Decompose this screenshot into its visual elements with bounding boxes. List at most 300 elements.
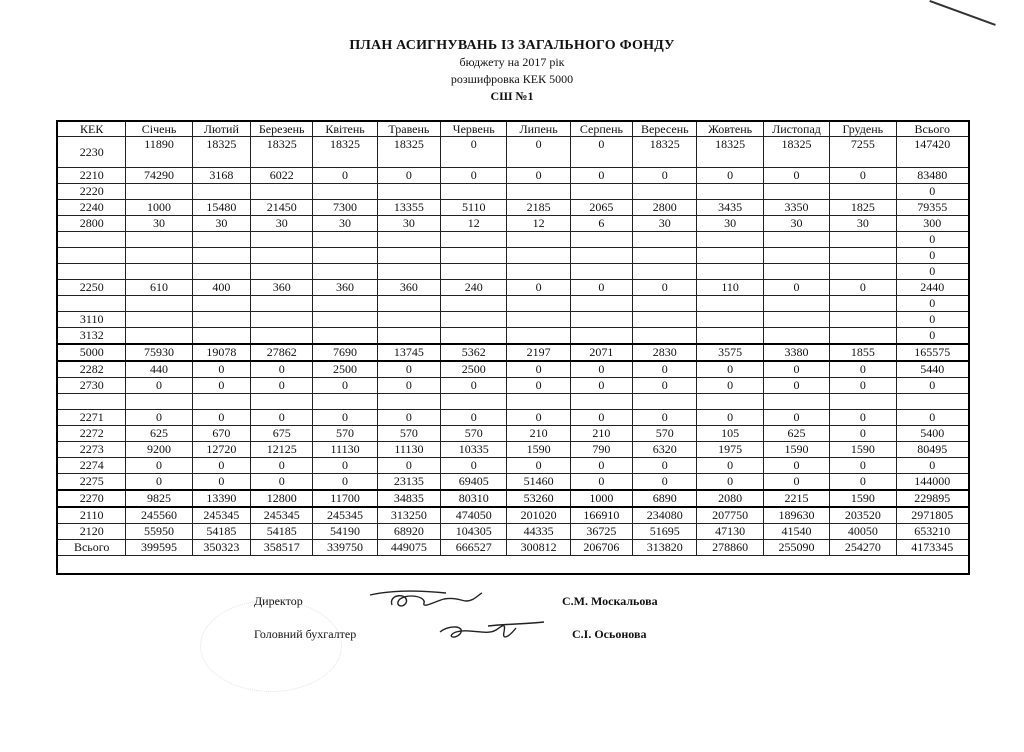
amount-cell: 18325 <box>633 137 697 168</box>
amount-cell: 3435 <box>697 200 763 216</box>
amount-cell: 474050 <box>441 507 507 524</box>
amount-cell: 0 <box>570 361 632 378</box>
amount-cell: 0 <box>192 474 250 491</box>
amount-cell: 11130 <box>377 442 440 458</box>
amount-cell <box>507 328 570 345</box>
amount-cell: 9825 <box>126 490 192 507</box>
kek-code-cell: 2250 <box>58 280 126 296</box>
amount-cell: 23135 <box>377 474 440 491</box>
table-row <box>58 410 969 426</box>
amount-cell <box>697 232 763 248</box>
scan-mark <box>929 0 995 26</box>
amount-cell: 0 <box>896 458 968 474</box>
amount-cell: 36725 <box>570 524 632 540</box>
amount-cell <box>441 232 507 248</box>
table-row <box>58 232 969 248</box>
amount-cell <box>697 184 763 200</box>
amount-cell: 790 <box>570 442 632 458</box>
amount-cell: 0 <box>377 168 440 184</box>
amount-cell <box>697 394 763 410</box>
amount-cell <box>763 264 829 280</box>
amount-cell <box>126 328 192 345</box>
amount-cell: 0 <box>633 168 697 184</box>
table-row <box>58 458 969 474</box>
amount-cell <box>313 394 377 410</box>
amount-cell <box>633 328 697 345</box>
amount-cell <box>251 184 313 200</box>
amount-cell: 0 <box>570 474 632 491</box>
kek-code-cell <box>58 264 126 280</box>
kek-code-cell: 2120 <box>58 524 126 540</box>
table-row <box>58 200 969 216</box>
amount-cell: 0 <box>763 458 829 474</box>
amount-cell: 339750 <box>313 540 377 556</box>
amount-cell: 54190 <box>313 524 377 540</box>
amount-cell: 6320 <box>633 442 697 458</box>
amount-cell <box>570 296 632 312</box>
director-signature <box>366 587 486 611</box>
amount-cell: 625 <box>763 426 829 442</box>
amount-cell: 0 <box>763 280 829 296</box>
amount-cell <box>570 312 632 328</box>
amount-cell: 440 <box>126 361 192 378</box>
amount-cell: 0 <box>126 410 192 426</box>
amount-cell <box>192 184 250 200</box>
accountant-label: Головний бухгалтер <box>254 627 357 641</box>
amount-cell: 0 <box>633 458 697 474</box>
amount-cell: 12800 <box>251 490 313 507</box>
document-subtitle-year: бюджету на 2017 рік <box>459 55 565 69</box>
kek-code-cell: 2110 <box>58 507 126 524</box>
amount-cell: 74290 <box>126 168 192 184</box>
amount-cell: 255090 <box>763 540 829 556</box>
table-row <box>58 378 969 394</box>
table-row <box>58 184 969 200</box>
amount-cell <box>570 248 632 264</box>
amount-cell: 300 <box>896 216 968 232</box>
amount-cell <box>313 328 377 345</box>
amount-cell <box>633 312 697 328</box>
column-header: Грудень <box>830 122 896 137</box>
amount-cell: 1590 <box>830 490 896 507</box>
amount-cell: 2500 <box>441 361 507 378</box>
table-row <box>58 168 969 184</box>
amount-cell: 18325 <box>251 137 313 168</box>
amount-cell: 3350 <box>763 200 829 216</box>
amount-cell <box>192 264 250 280</box>
amount-cell <box>251 248 313 264</box>
table-row <box>58 540 969 556</box>
amount-cell: 51460 <box>507 474 570 491</box>
amount-cell: 104305 <box>441 524 507 540</box>
amount-cell <box>507 248 570 264</box>
amount-cell: 210 <box>507 426 570 442</box>
amount-cell <box>441 264 507 280</box>
amount-cell: 18325 <box>313 137 377 168</box>
column-header: Жовтень <box>697 122 763 137</box>
amount-cell <box>313 264 377 280</box>
amount-cell <box>763 296 829 312</box>
amount-cell: 0 <box>251 378 313 394</box>
amount-cell: 0 <box>570 458 632 474</box>
amount-cell <box>126 264 192 280</box>
amount-cell: 0 <box>251 458 313 474</box>
amount-cell: 0 <box>441 168 507 184</box>
amount-cell: 245345 <box>251 507 313 524</box>
amount-cell: 360 <box>313 280 377 296</box>
amount-cell: 0 <box>126 378 192 394</box>
amount-cell: 18325 <box>763 137 829 168</box>
amount-cell: 0 <box>697 361 763 378</box>
amount-cell <box>126 296 192 312</box>
amount-cell: 0 <box>633 280 697 296</box>
amount-cell: 30 <box>126 216 192 232</box>
amount-cell: 0 <box>126 474 192 491</box>
column-header: Серпень <box>570 122 632 137</box>
amount-cell: 2971805 <box>896 507 968 524</box>
column-header: КЕК <box>58 122 126 137</box>
amount-cell <box>126 248 192 264</box>
amount-cell: 653210 <box>896 524 968 540</box>
amount-cell: 399595 <box>126 540 192 556</box>
amount-cell: 300812 <box>507 540 570 556</box>
amount-cell: 2065 <box>570 200 632 216</box>
amount-cell: 0 <box>192 361 250 378</box>
amount-cell: 12125 <box>251 442 313 458</box>
amount-cell <box>507 184 570 200</box>
amount-cell: 2500 <box>313 361 377 378</box>
director-name: С.М. Москальова <box>562 594 658 608</box>
amount-cell: 0 <box>633 361 697 378</box>
amount-cell: 0 <box>830 474 896 491</box>
amount-cell: 570 <box>313 426 377 442</box>
amount-cell: 0 <box>896 410 968 426</box>
amount-cell: 0 <box>251 410 313 426</box>
amount-cell <box>126 394 192 410</box>
amount-cell: 0 <box>126 458 192 474</box>
amount-cell <box>377 184 440 200</box>
amount-cell: 0 <box>507 361 570 378</box>
amount-cell: 0 <box>570 280 632 296</box>
amount-cell: 360 <box>377 280 440 296</box>
amount-cell: 0 <box>441 137 507 168</box>
amount-cell: 0 <box>830 280 896 296</box>
amount-cell: 0 <box>441 410 507 426</box>
amount-cell: 1975 <box>697 442 763 458</box>
amount-cell <box>570 328 632 345</box>
amount-cell <box>763 328 829 345</box>
amount-cell <box>830 328 896 345</box>
amount-cell: 0 <box>830 378 896 394</box>
amount-cell: 80310 <box>441 490 507 507</box>
table-row <box>58 328 969 345</box>
amount-cell: 13745 <box>377 344 440 361</box>
amount-cell: 0 <box>570 378 632 394</box>
amount-cell: 0 <box>377 410 440 426</box>
column-header: Травень <box>377 122 440 137</box>
amount-cell <box>377 264 440 280</box>
amount-cell <box>633 296 697 312</box>
amount-cell: 30 <box>313 216 377 232</box>
amount-cell: 2080 <box>697 490 763 507</box>
amount-cell <box>251 296 313 312</box>
amount-cell: 0 <box>251 474 313 491</box>
amount-cell <box>763 394 829 410</box>
amount-cell <box>830 264 896 280</box>
document-subtitle-kek: розшифровка КЕК 5000 <box>450 72 574 86</box>
amount-cell: 1000 <box>570 490 632 507</box>
table-row <box>58 264 969 280</box>
table-row <box>58 361 969 378</box>
amount-cell: 30 <box>830 216 896 232</box>
amount-cell: 54185 <box>251 524 313 540</box>
amount-cell: 570 <box>377 426 440 442</box>
kek-code-cell: 2210 <box>58 168 126 184</box>
amount-cell: 147420 <box>896 137 968 168</box>
amount-cell: 0 <box>377 458 440 474</box>
amount-cell: 5400 <box>896 426 968 442</box>
accountant-signature <box>436 618 546 644</box>
amount-cell: 0 <box>441 458 507 474</box>
amount-cell: 3380 <box>763 344 829 361</box>
amount-cell: 0 <box>896 296 968 312</box>
amount-cell <box>441 184 507 200</box>
table-row <box>58 216 969 232</box>
amount-cell: 206706 <box>570 540 632 556</box>
table-header-row <box>58 122 969 137</box>
amount-cell: 0 <box>570 410 632 426</box>
kek-code-cell: 2273 <box>58 442 126 458</box>
amount-cell: 0 <box>570 168 632 184</box>
amount-cell: 0 <box>507 168 570 184</box>
amount-cell <box>377 328 440 345</box>
kek-code-cell: Всього <box>58 540 126 556</box>
amount-cell: 0 <box>896 232 968 248</box>
amount-cell <box>697 296 763 312</box>
school-name: СШ №1 <box>490 89 534 103</box>
table-row <box>58 312 969 328</box>
amount-cell: 0 <box>763 474 829 491</box>
kek-code-cell: 2271 <box>58 410 126 426</box>
amount-cell: 610 <box>126 280 192 296</box>
amount-cell: 1855 <box>830 344 896 361</box>
amount-cell: 0 <box>697 410 763 426</box>
amount-cell: 1825 <box>830 200 896 216</box>
amount-cell <box>763 312 829 328</box>
amount-cell: 670 <box>192 426 250 442</box>
amount-cell: 229895 <box>896 490 968 507</box>
amount-cell: 0 <box>192 458 250 474</box>
kek-code-cell: 2272 <box>58 426 126 442</box>
amount-cell: 675 <box>251 426 313 442</box>
amount-cell: 0 <box>763 361 829 378</box>
amount-cell: 1590 <box>507 442 570 458</box>
faded-stamp <box>200 600 342 692</box>
amount-cell <box>126 232 192 248</box>
amount-cell: 0 <box>251 361 313 378</box>
amount-cell: 0 <box>313 458 377 474</box>
column-header: Червень <box>441 122 507 137</box>
column-header: Квітень <box>313 122 377 137</box>
table-row <box>58 524 969 540</box>
amount-cell: 0 <box>763 378 829 394</box>
amount-cell <box>507 232 570 248</box>
amount-cell: 53260 <box>507 490 570 507</box>
amount-cell <box>313 248 377 264</box>
document-header <box>0 38 1024 105</box>
kek-code-cell: 2230 <box>58 137 126 168</box>
amount-cell: 0 <box>313 378 377 394</box>
column-header: Всього <box>896 122 968 137</box>
amount-cell: 245345 <box>313 507 377 524</box>
amount-cell: 11700 <box>313 490 377 507</box>
amount-cell: 0 <box>377 378 440 394</box>
amount-cell: 105 <box>697 426 763 442</box>
amount-cell: 7255 <box>830 137 896 168</box>
kek-code-cell: 2800 <box>58 216 126 232</box>
amount-cell <box>697 248 763 264</box>
amount-cell <box>313 296 377 312</box>
table-row <box>58 507 969 524</box>
amount-cell: 6 <box>570 216 632 232</box>
amount-cell: 0 <box>507 378 570 394</box>
amount-cell: 3575 <box>697 344 763 361</box>
column-header: Лютий <box>192 122 250 137</box>
table-row <box>58 426 969 442</box>
amount-cell: 5440 <box>896 361 968 378</box>
amount-cell <box>441 312 507 328</box>
amount-cell <box>633 394 697 410</box>
column-header: Вересень <box>633 122 697 137</box>
amount-cell: 0 <box>830 458 896 474</box>
amount-cell: 0 <box>830 361 896 378</box>
amount-cell: 1000 <box>126 200 192 216</box>
amount-cell: 0 <box>192 378 250 394</box>
amount-cell <box>192 296 250 312</box>
amount-cell: 0 <box>633 410 697 426</box>
table-row <box>58 137 969 168</box>
amount-cell: 83480 <box>896 168 968 184</box>
amount-cell: 313250 <box>377 507 440 524</box>
amount-cell: 75930 <box>126 344 192 361</box>
table-row <box>58 394 969 410</box>
amount-cell <box>126 312 192 328</box>
amount-cell <box>192 248 250 264</box>
table-row <box>58 280 969 296</box>
table-row <box>58 296 969 312</box>
amount-cell: 12 <box>441 216 507 232</box>
column-header: Березень <box>251 122 313 137</box>
amount-cell: 203520 <box>830 507 896 524</box>
amount-cell: 30 <box>251 216 313 232</box>
amount-cell: 625 <box>126 426 192 442</box>
amount-cell <box>377 248 440 264</box>
amount-cell: 54185 <box>192 524 250 540</box>
amount-cell: 0 <box>697 168 763 184</box>
amount-cell: 0 <box>896 264 968 280</box>
amount-cell <box>763 248 829 264</box>
amount-cell <box>763 232 829 248</box>
table-row <box>58 474 969 491</box>
amount-cell <box>697 264 763 280</box>
amount-cell <box>633 248 697 264</box>
amount-cell: 68920 <box>377 524 440 540</box>
amount-cell <box>377 296 440 312</box>
amount-cell: 400 <box>192 280 250 296</box>
amount-cell: 201020 <box>507 507 570 524</box>
amount-cell: 2071 <box>570 344 632 361</box>
amount-cell: 2800 <box>633 200 697 216</box>
amount-cell <box>251 264 313 280</box>
amount-cell: 30 <box>192 216 250 232</box>
amount-cell: 44335 <box>507 524 570 540</box>
director-label: Директор <box>254 594 303 608</box>
table-row <box>58 248 969 264</box>
amount-cell: 0 <box>830 426 896 442</box>
amount-cell <box>251 232 313 248</box>
amount-cell: 7690 <box>313 344 377 361</box>
amount-cell: 55950 <box>126 524 192 540</box>
table-row <box>58 344 969 361</box>
amount-cell <box>830 248 896 264</box>
amount-cell <box>507 312 570 328</box>
amount-cell <box>830 184 896 200</box>
amount-cell: 0 <box>507 458 570 474</box>
amount-cell: 13355 <box>377 200 440 216</box>
amount-cell: 358517 <box>251 540 313 556</box>
kek-code-cell <box>58 394 126 410</box>
amount-cell <box>633 264 697 280</box>
amount-cell: 10335 <box>441 442 507 458</box>
amount-cell: 51695 <box>633 524 697 540</box>
amount-cell: 2197 <box>507 344 570 361</box>
amount-cell: 0 <box>313 474 377 491</box>
amount-cell <box>697 328 763 345</box>
amount-cell <box>507 296 570 312</box>
amount-cell: 0 <box>507 280 570 296</box>
amount-cell: 30 <box>633 216 697 232</box>
amount-cell: 11130 <box>313 442 377 458</box>
amount-cell: 80495 <box>896 442 968 458</box>
amount-cell: 0 <box>896 312 968 328</box>
kek-code-cell <box>58 232 126 248</box>
kek-code-cell <box>58 248 126 264</box>
kek-code-cell: 2282 <box>58 361 126 378</box>
amount-cell: 18325 <box>377 137 440 168</box>
amount-cell <box>830 232 896 248</box>
amount-cell <box>251 328 313 345</box>
amount-cell: 30 <box>697 216 763 232</box>
amount-cell: 5362 <box>441 344 507 361</box>
amount-cell: 0 <box>896 184 968 200</box>
amount-cell: 15480 <box>192 200 250 216</box>
amount-cell: 2440 <box>896 280 968 296</box>
amount-cell <box>441 394 507 410</box>
amount-cell: 7300 <box>313 200 377 216</box>
amount-cell <box>441 296 507 312</box>
amount-cell: 360 <box>251 280 313 296</box>
amount-cell: 40050 <box>830 524 896 540</box>
amount-cell: 9200 <box>126 442 192 458</box>
amount-cell: 234080 <box>633 507 697 524</box>
amount-cell: 0 <box>507 410 570 426</box>
amount-cell: 19078 <box>192 344 250 361</box>
amount-cell: 0 <box>441 378 507 394</box>
amount-cell: 245345 <box>192 507 250 524</box>
amount-cell: 11890 <box>126 137 192 168</box>
amount-cell <box>251 394 313 410</box>
amount-cell: 6022 <box>251 168 313 184</box>
